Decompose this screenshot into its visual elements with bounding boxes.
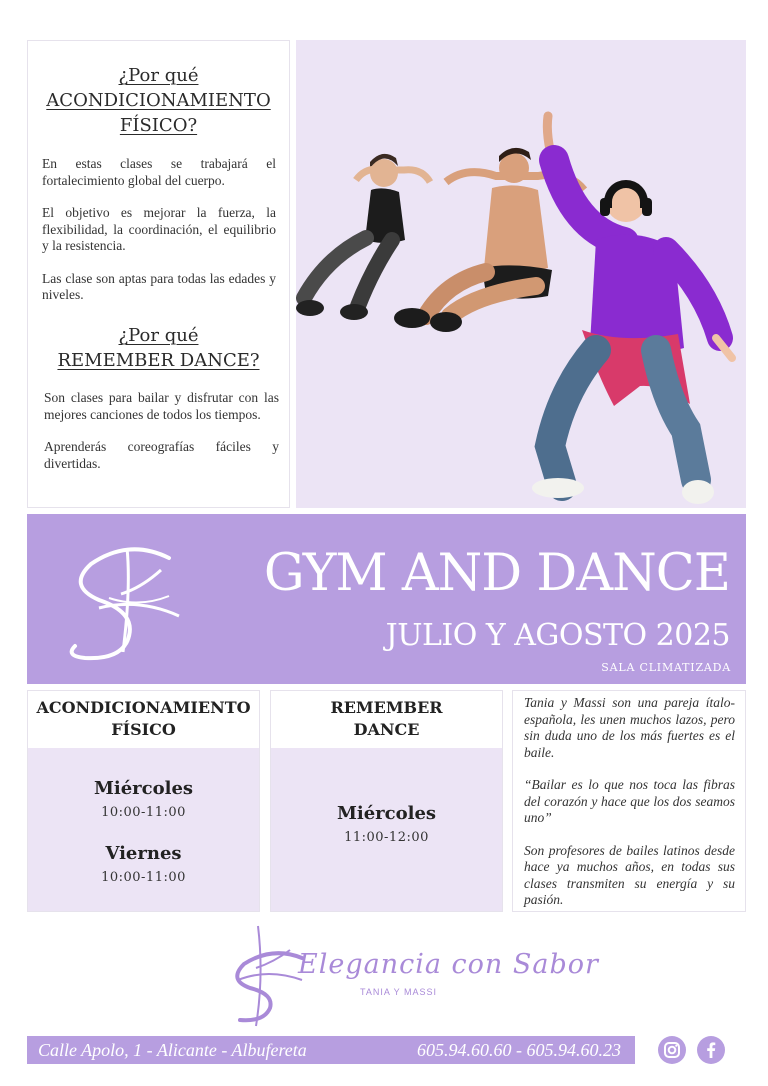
banner-note: SALA CLIMATIZADA bbox=[601, 661, 731, 674]
banner-subtitle: JULIO Y AGOSTO 2025 bbox=[385, 618, 730, 653]
bio-paragraph: Tania y Massi son una pareja ítalo-española, les unen muchos lazos, pero sin duda uno de los más fuertes es el baile. bbox=[524, 695, 735, 760]
brand-name: Elegancia con Sabor bbox=[298, 949, 599, 980]
card-title-line: REMEMBER bbox=[330, 697, 443, 717]
facebook-icon[interactable] bbox=[697, 1036, 725, 1064]
schedule-time: 11:00-12:00 bbox=[344, 830, 429, 845]
heading-line: ¿Por qué bbox=[118, 65, 199, 86]
bio-quote: “Bailar es lo que nos toca las fibras del corazón y hace que los dos seamos uno” bbox=[524, 777, 735, 825]
schedule-card-conditioning bbox=[27, 690, 260, 912]
schedule-day: Miércoles bbox=[336, 803, 437, 824]
schedule-day: Viernes bbox=[105, 843, 182, 864]
heading-line: ACONDICIONAMIENTO bbox=[46, 90, 271, 111]
paragraph: Las clase son aptas para todas las edades y niveles. bbox=[42, 270, 276, 302]
conditioning-description bbox=[42, 156, 276, 320]
paragraph: El objetivo es mejorar la fuerza, la flexibilidad, la coordinación, el equilibrio y la resistencia. bbox=[42, 205, 276, 253]
instagram-glyph bbox=[658, 1036, 686, 1064]
schedule-time: 10:00-11:00 bbox=[101, 805, 186, 820]
paragraph: Aprenderás coreografías fáciles y divertidas. bbox=[44, 439, 279, 471]
heading-line: ¿Por qué bbox=[118, 325, 199, 346]
teachers-bio bbox=[512, 690, 746, 912]
woman-figure bbox=[296, 154, 430, 320]
info-box bbox=[27, 40, 290, 508]
schedule-day: Miércoles bbox=[93, 778, 194, 799]
card-schedule bbox=[28, 748, 259, 911]
heading-why-remember-dance bbox=[28, 323, 289, 373]
dancing-man-figure bbox=[532, 116, 732, 504]
facebook-glyph bbox=[697, 1036, 725, 1064]
brand-logo bbox=[228, 924, 599, 1028]
paragraph: En estas clases se trabajará el fortalecimiento global del cuerpo. bbox=[42, 156, 276, 188]
bio-paragraph: Son profesores de bailes latinos desde hace ya muchos años, en todas sus clases transmiten su energía y su pasión. bbox=[524, 842, 735, 907]
card-schedule bbox=[271, 748, 502, 911]
card-title bbox=[28, 691, 259, 746]
heading-line: REMEMBER DANCE? bbox=[57, 350, 260, 371]
card-title-line: FÍSICO bbox=[111, 719, 176, 739]
paragraph: Son clases para bailar y disfrutar con las mejores canciones de todos los tiempos. bbox=[44, 390, 279, 422]
footer-contact-bar bbox=[27, 1036, 635, 1064]
dancers-illustration bbox=[296, 40, 746, 508]
schedule-time: 10:00-11:00 bbox=[101, 870, 186, 885]
hero-banner bbox=[27, 514, 746, 684]
footer-address: Calle Apolo, 1 - Alicante - Albufereta bbox=[38, 1040, 307, 1060]
dancers-photo bbox=[296, 40, 746, 508]
card-title-line: ACONDICIONAMIENTO bbox=[36, 697, 251, 717]
heading-why-conditioning bbox=[28, 63, 289, 138]
dancer-logo-icon bbox=[228, 924, 308, 1028]
schedule-card-remember-dance bbox=[270, 690, 503, 912]
heading-line: FÍSICO? bbox=[119, 115, 198, 136]
banner-title: GYM AND DANCE bbox=[263, 544, 730, 603]
footer-phones: 605.94.60.60 - 605.94.60.23 bbox=[417, 1040, 621, 1060]
dancer-logo-icon bbox=[69, 538, 185, 662]
instagram-icon[interactable] bbox=[658, 1036, 686, 1064]
card-title-line: DANCE bbox=[353, 719, 420, 739]
card-title bbox=[271, 691, 502, 746]
dance-description bbox=[44, 390, 279, 488]
brand-tagline: TANIA Y MASSI bbox=[360, 987, 438, 997]
